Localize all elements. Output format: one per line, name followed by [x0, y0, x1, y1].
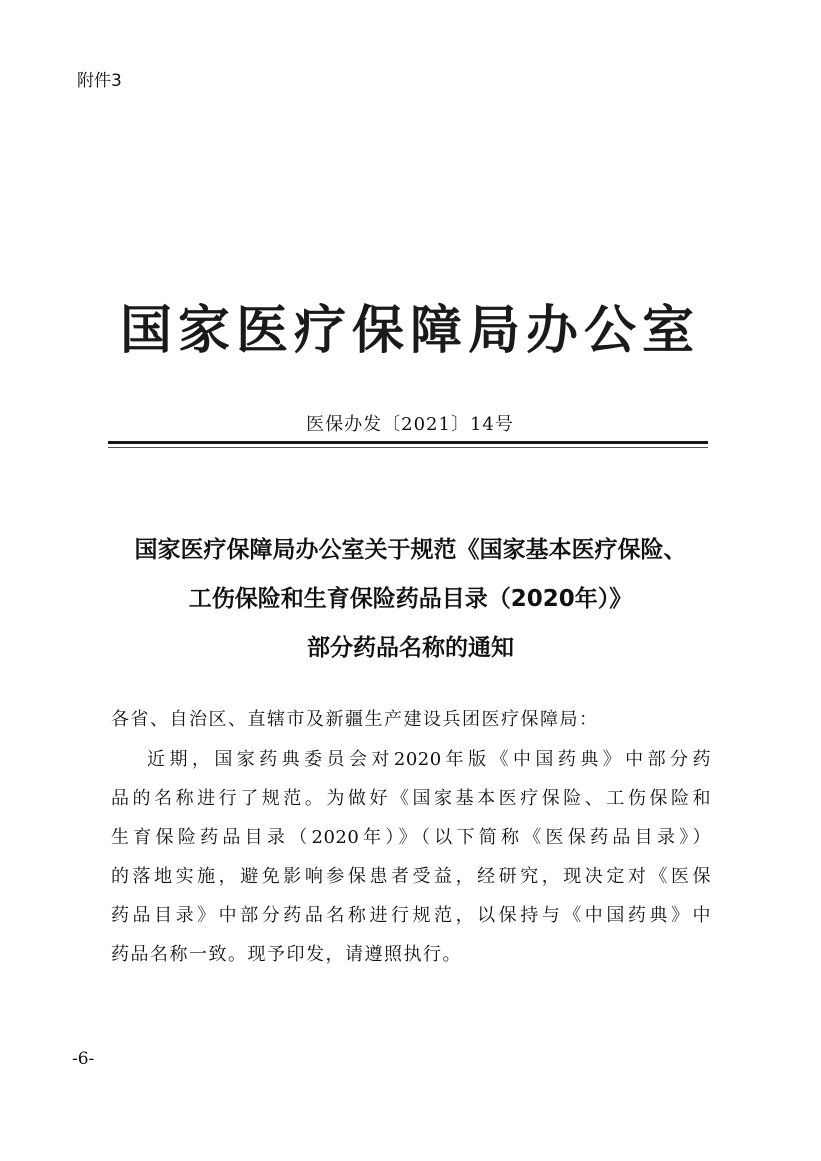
body-line: 药品目录》中部分药品名称进行规范，以保持与《中国药典》中	[111, 905, 711, 926]
body-line: 生育保险药品目录（2020年）》（以下简称《医保药品目录》）	[111, 827, 711, 848]
body-line: 近期，国家药典委员会对2020年版《中国药典》中部分药	[147, 749, 711, 770]
header-divider-thin	[108, 447, 708, 448]
notice-title	[108, 526, 713, 673]
document-number: 医保办发〔2021〕14号	[306, 414, 514, 435]
body-line: 品的名称进行了规范。为做好《国家基本医疗保险、工伤保险和	[111, 788, 711, 809]
body-paragraph	[111, 740, 711, 974]
body-line: 药品名称一致。现予印发，请遵照执行。	[111, 944, 462, 965]
page-number: -6-	[72, 1049, 95, 1069]
salutation: 各省、自治区、直辖市及新疆生产建设兵团医疗保障局：	[111, 709, 599, 730]
header-divider	[108, 441, 708, 444]
body-line: 的落地实施，避免影响参保患者受益，经研究，现决定对《医保	[111, 866, 711, 887]
issuing-office-title: 国家医疗保障局办公室	[119, 300, 700, 361]
notice-title-line-3: 部分药品名称的通知	[307, 635, 514, 661]
attachment-label: 附件3	[77, 71, 122, 91]
notice-title-line-1: 国家医疗保障局办公室关于规范《国家基本医疗保险、	[134, 537, 687, 563]
notice-title-line-2: 工伤保险和生育保险药品目录（2020年）》	[188, 586, 633, 612]
